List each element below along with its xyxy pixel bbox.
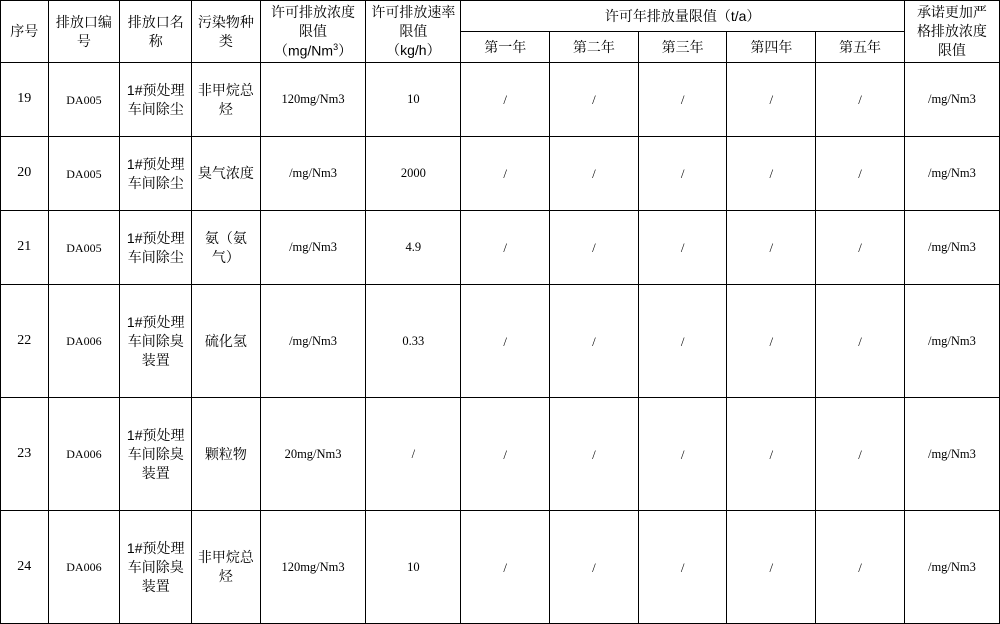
cell-outlet-name: 1#预处理车间除臭装置	[120, 398, 192, 511]
cell-outlet-no: DA006	[48, 398, 120, 511]
header-outlet-no: 排放口编号	[48, 1, 120, 63]
cell-outlet-name: 1#预处理车间除尘	[120, 63, 192, 137]
table-row	[1, 285, 1000, 398]
cell-year-2: /	[550, 398, 639, 511]
cell-year-5: /	[816, 63, 905, 137]
cell-pollutant: 非甲烷总烃	[192, 511, 261, 624]
header-concentration-limit-line2: 限值	[299, 22, 328, 39]
cell-year-2: /	[550, 137, 639, 211]
cell-year-1: /	[461, 511, 550, 624]
header-rate-limit	[366, 1, 461, 63]
header-concentration-limit-superscript: 3	[333, 41, 339, 52]
cell-concentration: /mg/Nm3	[260, 137, 366, 211]
table-row	[1, 63, 1000, 137]
cell-year-3: /	[638, 511, 727, 624]
cell-year-3: /	[638, 211, 727, 285]
cell-year-4: /	[727, 137, 816, 211]
cell-year-5: /	[816, 285, 905, 398]
cell-rate: 0.33	[366, 285, 461, 398]
cell-stricter-limit: /mg/Nm3	[904, 398, 999, 511]
header-concentration-limit	[260, 1, 366, 63]
header-stricter-limit-line1: 承诺更加严	[916, 4, 987, 21]
table-header	[1, 1, 1000, 63]
table-row	[1, 137, 1000, 211]
header-year-1: 第一年	[461, 32, 550, 63]
header-outlet-name: 排放口名称	[120, 1, 192, 63]
cell-outlet-no: DA005	[48, 63, 120, 137]
header-concentration-limit-line1: 许可排放浓度	[271, 4, 356, 20]
cell-year-2: /	[550, 511, 639, 624]
header-year-2: 第二年	[550, 32, 639, 63]
cell-seq: 22	[1, 285, 49, 398]
cell-concentration: 120mg/Nm3	[260, 511, 366, 624]
cell-stricter-limit: /mg/Nm3	[904, 63, 999, 137]
header-pollutant: 污染物种类	[192, 1, 261, 63]
cell-year-3: /	[638, 63, 727, 137]
cell-rate: 10	[366, 511, 461, 624]
cell-seq: 20	[1, 137, 49, 211]
table-row	[1, 211, 1000, 285]
cell-outlet-no: DA005	[48, 211, 120, 285]
cell-year-4: /	[727, 63, 816, 137]
cell-year-5: /	[816, 137, 905, 211]
cell-year-1: /	[461, 63, 550, 137]
cell-stricter-limit: /mg/Nm3	[904, 511, 999, 624]
cell-year-3: /	[638, 285, 727, 398]
cell-pollutant: 非甲烷总烃	[192, 63, 261, 137]
cell-outlet-name: 1#预处理车间除尘	[120, 137, 192, 211]
cell-year-5: /	[816, 211, 905, 285]
header-annual-limit-group: 许可年排放量限值（t/a）	[461, 1, 905, 32]
cell-stricter-limit: /mg/Nm3	[904, 285, 999, 398]
header-year-5: 第五年	[816, 32, 905, 63]
header-stricter-limit-line3: 限值	[937, 42, 966, 59]
cell-year-3: /	[638, 137, 727, 211]
cell-concentration: 20mg/Nm3	[260, 398, 366, 511]
cell-rate: 4.9	[366, 211, 461, 285]
header-seq: 序号	[1, 1, 49, 63]
cell-outlet-name: 1#预处理车间除臭装置	[120, 285, 192, 398]
cell-concentration: /mg/Nm3	[260, 211, 366, 285]
cell-pollutant: 硫化氢	[192, 285, 261, 398]
header-year-3: 第三年	[638, 32, 727, 63]
cell-year-2: /	[550, 285, 639, 398]
table-row	[1, 398, 1000, 511]
cell-pollutant: 臭气浓度	[192, 137, 261, 211]
cell-stricter-limit: /mg/Nm3	[904, 137, 999, 211]
cell-seq: 19	[1, 63, 49, 137]
header-concentration-limit-line4: ）	[338, 42, 353, 59]
cell-outlet-no: DA006	[48, 285, 120, 398]
cell-outlet-no: DA005	[48, 137, 120, 211]
header-stricter-limit	[904, 1, 999, 63]
cell-year-1: /	[461, 398, 550, 511]
cell-year-5: /	[816, 511, 905, 624]
cell-year-2: /	[550, 63, 639, 137]
cell-year-1: /	[461, 211, 550, 285]
cell-year-1: /	[461, 285, 550, 398]
cell-year-4: /	[727, 285, 816, 398]
cell-year-4: /	[727, 211, 816, 285]
cell-concentration: 120mg/Nm3	[260, 63, 366, 137]
cell-seq: 21	[1, 211, 49, 285]
cell-pollutant: 颗粒物	[192, 398, 261, 511]
header-stricter-limit-line2: 格排放浓度	[916, 23, 987, 40]
cell-year-5: /	[816, 398, 905, 511]
cell-outlet-no: DA006	[48, 511, 120, 624]
cell-stricter-limit: /mg/Nm3	[904, 211, 999, 285]
cell-outlet-name: 1#预处理车间除臭装置	[120, 511, 192, 624]
header-concentration-limit-line3: （mg/Nm	[273, 42, 334, 59]
cell-concentration: /mg/Nm3	[260, 285, 366, 398]
cell-year-4: /	[727, 398, 816, 511]
cell-year-4: /	[727, 511, 816, 624]
table-row	[1, 511, 1000, 624]
header-rate-limit-line1: 许可排放速率	[371, 4, 456, 21]
cell-year-3: /	[638, 398, 727, 511]
cell-seq: 24	[1, 511, 49, 624]
header-year-4: 第四年	[727, 32, 816, 63]
header-rate-limit-line2: 限值	[399, 23, 428, 40]
cell-rate: /	[366, 398, 461, 511]
header-rate-limit-line3: （kg/h）	[386, 42, 441, 59]
cell-seq: 23	[1, 398, 49, 511]
cell-outlet-name: 1#预处理车间除尘	[120, 211, 192, 285]
cell-rate: 2000	[366, 137, 461, 211]
header-row-1	[1, 1, 1000, 32]
cell-pollutant: 氨（氨气）	[192, 211, 261, 285]
table-body	[1, 63, 1000, 624]
cell-year-2: /	[550, 211, 639, 285]
cell-rate: 10	[366, 63, 461, 137]
cell-year-1: /	[461, 137, 550, 211]
